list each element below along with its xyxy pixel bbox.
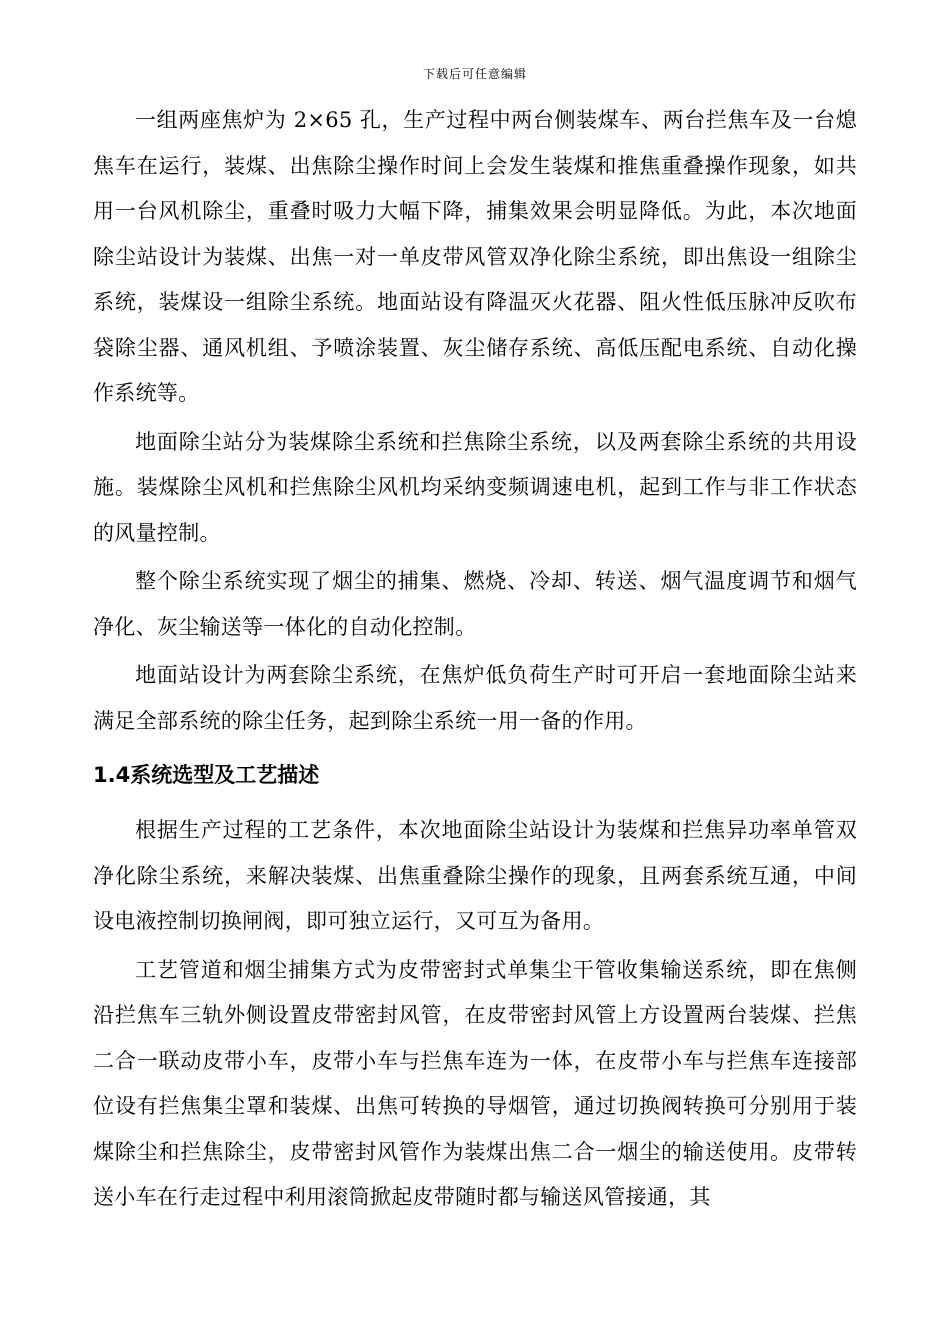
paragraph-ground-station-systems: 地面除尘站分为装煤除尘系统和拦焦除尘系统，以及两套除尘系统的共用设施。装煤除尘风机和拦焦除尘风机均采纳变频调速电机，起到工作与非工作状态的风量控制。 [93, 429, 857, 545]
paragraph-process-conditions: 根据生产过程的工艺条件，本次地面除尘站设计为装煤和拦焦异功率单管双净化除尘系统，来解决装煤、出焦重叠除尘操作的现象，且两套系统互通，中间设电液控制切换闸阀，即可独立运行，又可互为备用。 [93, 818, 857, 933]
paragraph-coke-oven-overview: 一组两座焦炉为 2×65 孔，生产过程中两台侧装煤车、两台拦焦车及一台熄焦车在运行，装煤、出焦除尘操作时间上会发生装煤和推焦重叠操作现象，如共用一台风机除尘，重叠时吸力大幅下降，捕集效果会明显降低。为此，本次地面除尘站设计为装煤、出焦一对一单皮带风管双净化除尘系统，即出焦设一组除尘系统，装煤设一组除尘系统。地面站设有降温灭火花器、阻火性低压脉冲反吹布袋除尘器、通风机组、予喷涂装置、灰尘储存系统、高低压配电系统、自动化操作系统等。 [93, 108, 857, 405]
section-heading: 1.4系统选型及工艺描述 [93, 763, 320, 787]
page-header: 下载后可任意编辑 [422, 67, 527, 81]
document-body [93, 98, 857, 1224]
paragraph-automation-control: 整个除尘系统实现了烟尘的捕集、燃烧、冷却、转送、烟气温度调节和烟气净化、灰尘输送等一体化的自动化控制。 [93, 569, 857, 639]
paragraph-pipeline-collection: 工艺管道和烟尘捕集方式为皮带密封式单集尘干管收集输送系统，即在焦侧沿拦焦车三轨外侧设置皮带密封风管，在皮带密封风管上方设置两台装煤、拦焦二合一联动皮带小车，皮带小车与拦焦车连为一体，在皮带小车与拦焦车连接部位设有拦焦集尘罩和装煤、出焦可转换的导烟管，通过切换阀转换可分别用于装煤除尘和拦焦除尘，皮带密封风管作为装煤出焦二合一烟尘的输送使用。皮带转送小车在行走过程中利用滚筒掀起皮带随时都与输送风管接通，其 [93, 957, 857, 1209]
paragraph-redundancy: 地面站设计为两套除尘系统，在焦炉低负荷生产时可开启一套地面除尘站来满足全部系统的除尘任务，起到除尘系统一用一备的作用。 [93, 663, 857, 733]
